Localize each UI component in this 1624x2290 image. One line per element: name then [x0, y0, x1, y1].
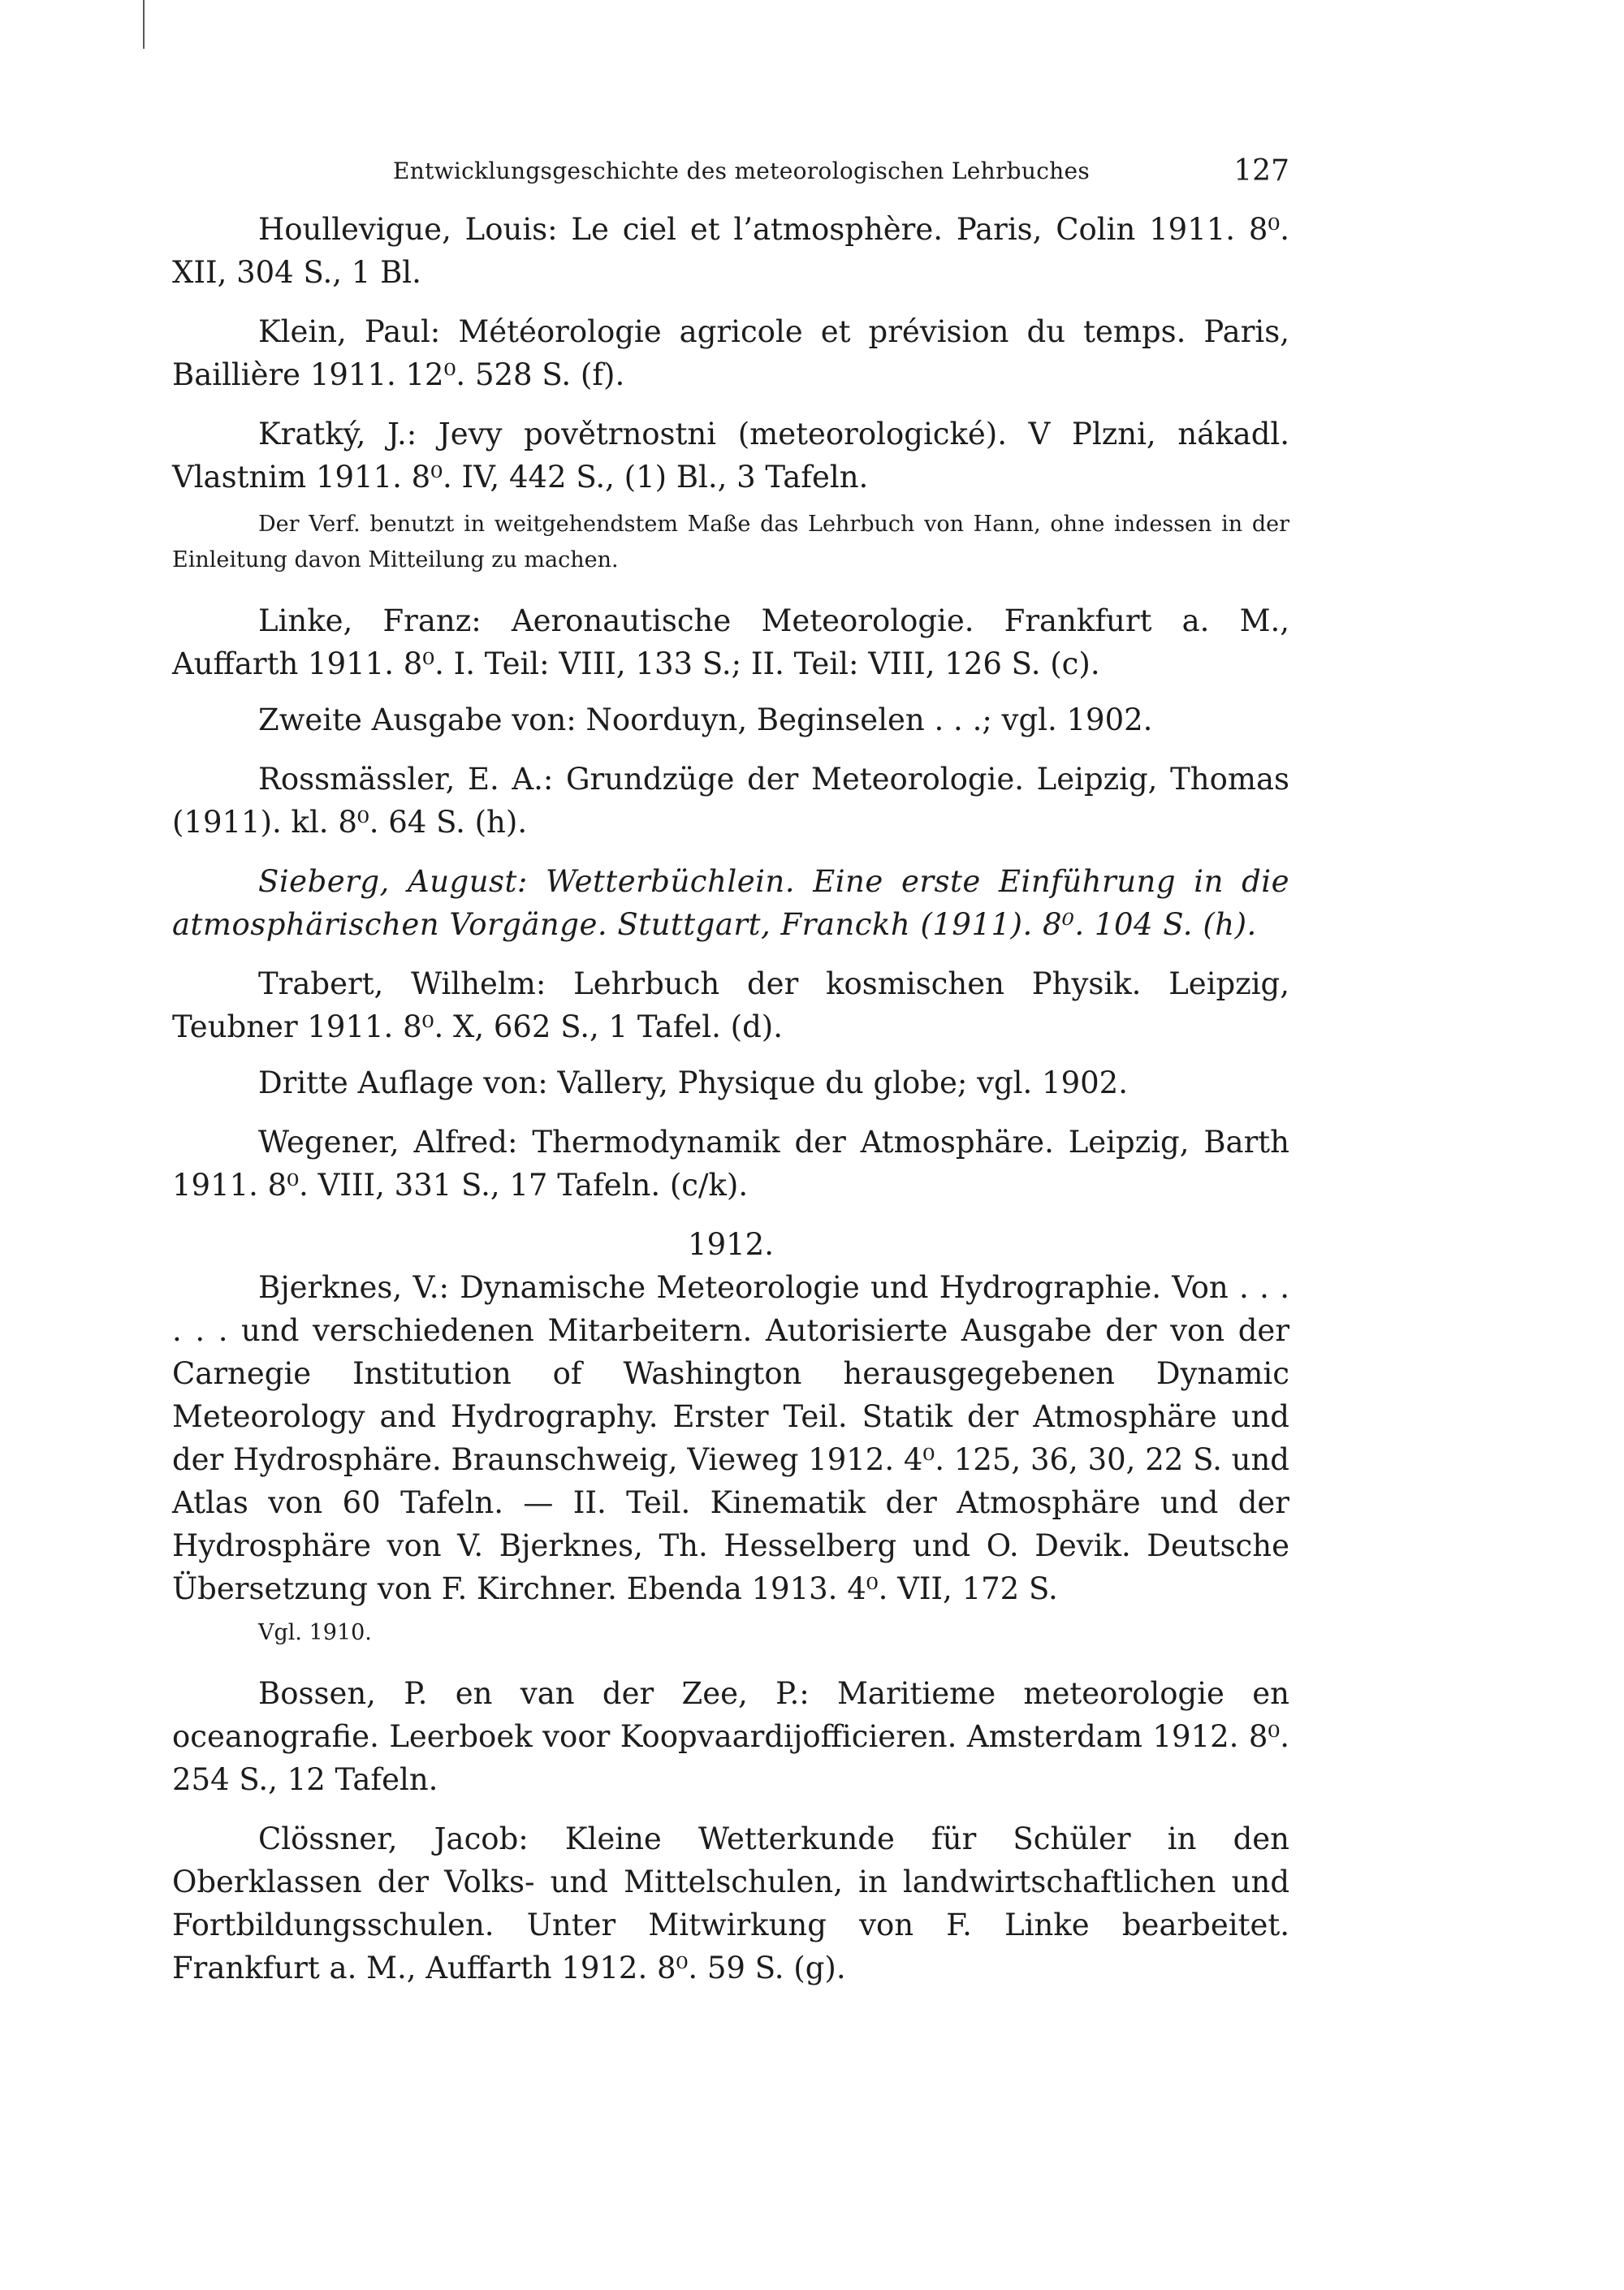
bibliography-entry: Linke, Franz: Aeronautische Meteorologie. Frankfurt a. M., Auffarth 1911. 8⁰. I. Teil: VIII, 133 S.; II. Teil: VIII, 126 S. (c). [172, 603, 1289, 681]
running-head [172, 154, 1289, 203]
book-page [172, 154, 1289, 2006]
bibliography-entry: Wegener, Alfred: Thermodynamik der Atmosphäre. Leipzig, Barth 1911. 8⁰. VIII, 331 S., 17 Tafeln. (c/k). [172, 1125, 1289, 1203]
bibliography-entry-remark: Dritte Auflage von: Vallery, Physique du globe; vgl. 1902. [258, 1065, 1128, 1100]
year-heading: 1912. [688, 1227, 774, 1262]
bibliography-note: Vgl. 1910. [258, 1620, 372, 1645]
bibliography-entry-fraktur: Sieberg, August: Wetterbüchlein. Eine erste Einführung in die atmosphärischen Vorgänge. Stuttgart, Franckh (1911). 8⁰. 104 S. (h). [172, 864, 1289, 942]
bibliography-entry: Clössner, Jacob: Kleine Wetterkunde für Schüler in den Oberklassen der Volks- und Mittelschulen, in landwirtschaftlichen und Fortbildungsschulen. Unter Mitwirkung von F. Linke bearbeitet. Frankfurt a. M., Auffarth 1912. 8⁰. 59 S. (g). [172, 1821, 1289, 1985]
scan-edge-mark [143, 0, 145, 49]
bibliography-entry: Bjerknes, V.: Dynamische Meteorologie und Hydrographie. Von . . . . . . und verschiedenen Mitarbeitern. Autorisierte Ausgabe der von der Carnegie Institution of Washington herausgegebenen Dynamic Meteorology and Hydrography. Erster Teil. Statik der Atmosphäre und der Hydrosphäre. Braunschweig, Vieweg 1912. 4⁰. 125, 36, 30, 22 S. und Atlas von 60 Tafeln. — II. Teil. Kinematik der Atmosphäre und der Hydrosphäre von V. Bjerknes, Th. Hesselberg und O. Devik. Deutsche Übersetzung von F. Kirchner. Ebenda 1913. 4⁰. VII, 172 S. [172, 1270, 1289, 1606]
bibliography-entry: Klein, Paul: Météorologie agricole et prévision du temps. Paris, Baillière 1911. 12⁰. 528 S. (f). [172, 314, 1289, 392]
bibliography-entry-remark: Zweite Ausgabe von: Noorduyn, Beginselen . . .; vgl. 1902. [258, 702, 1153, 737]
bibliography-note: Der Verf. benutzt in weitgehendstem Maße das Lehrbuch von Hann, ohne indessen in der Einleitung davon Mitteilung zu machen. [172, 512, 1289, 572]
page-number: 127 [1233, 154, 1289, 188]
bibliography-entry: Trabert, Wilhelm: Lehrbuch der kosmischen Physik. Leipzig, Teubner 1911. 8⁰. X, 662 S., 1 Tafel. (d). [172, 966, 1289, 1044]
bibliography-entry: Bossen, P. en van der Zee, P.: Maritieme meteorologie en oceanografie. Leerboek voor Koopvaardijofficieren. Amsterdam 1912. 8⁰. 254 S., 12 Tafeln. [172, 1676, 1289, 1797]
bibliography-entry: Houllevigue, Louis: Le ciel et l’atmosphère. Paris, Colin 1911. 8⁰. XII, 304 S., 1 Bl. [172, 212, 1289, 290]
bibliography-entry: Kratký, J.: Jevy povětrnostni (meteorologické). V Plzni, nákadl. Vlastnim 1911. 8⁰. IV, 442 S., (1) Bl., 3 Tafeln. [172, 417, 1289, 495]
bibliography-entry: Rossmässler, E. A.: Grundzüge der Meteorologie. Leipzig, Thomas (1911). kl. 8⁰. 64 S. (h). [172, 762, 1289, 840]
running-title: Entwicklungsgeschichte des meteorologischen Lehrbuches [393, 158, 1091, 184]
